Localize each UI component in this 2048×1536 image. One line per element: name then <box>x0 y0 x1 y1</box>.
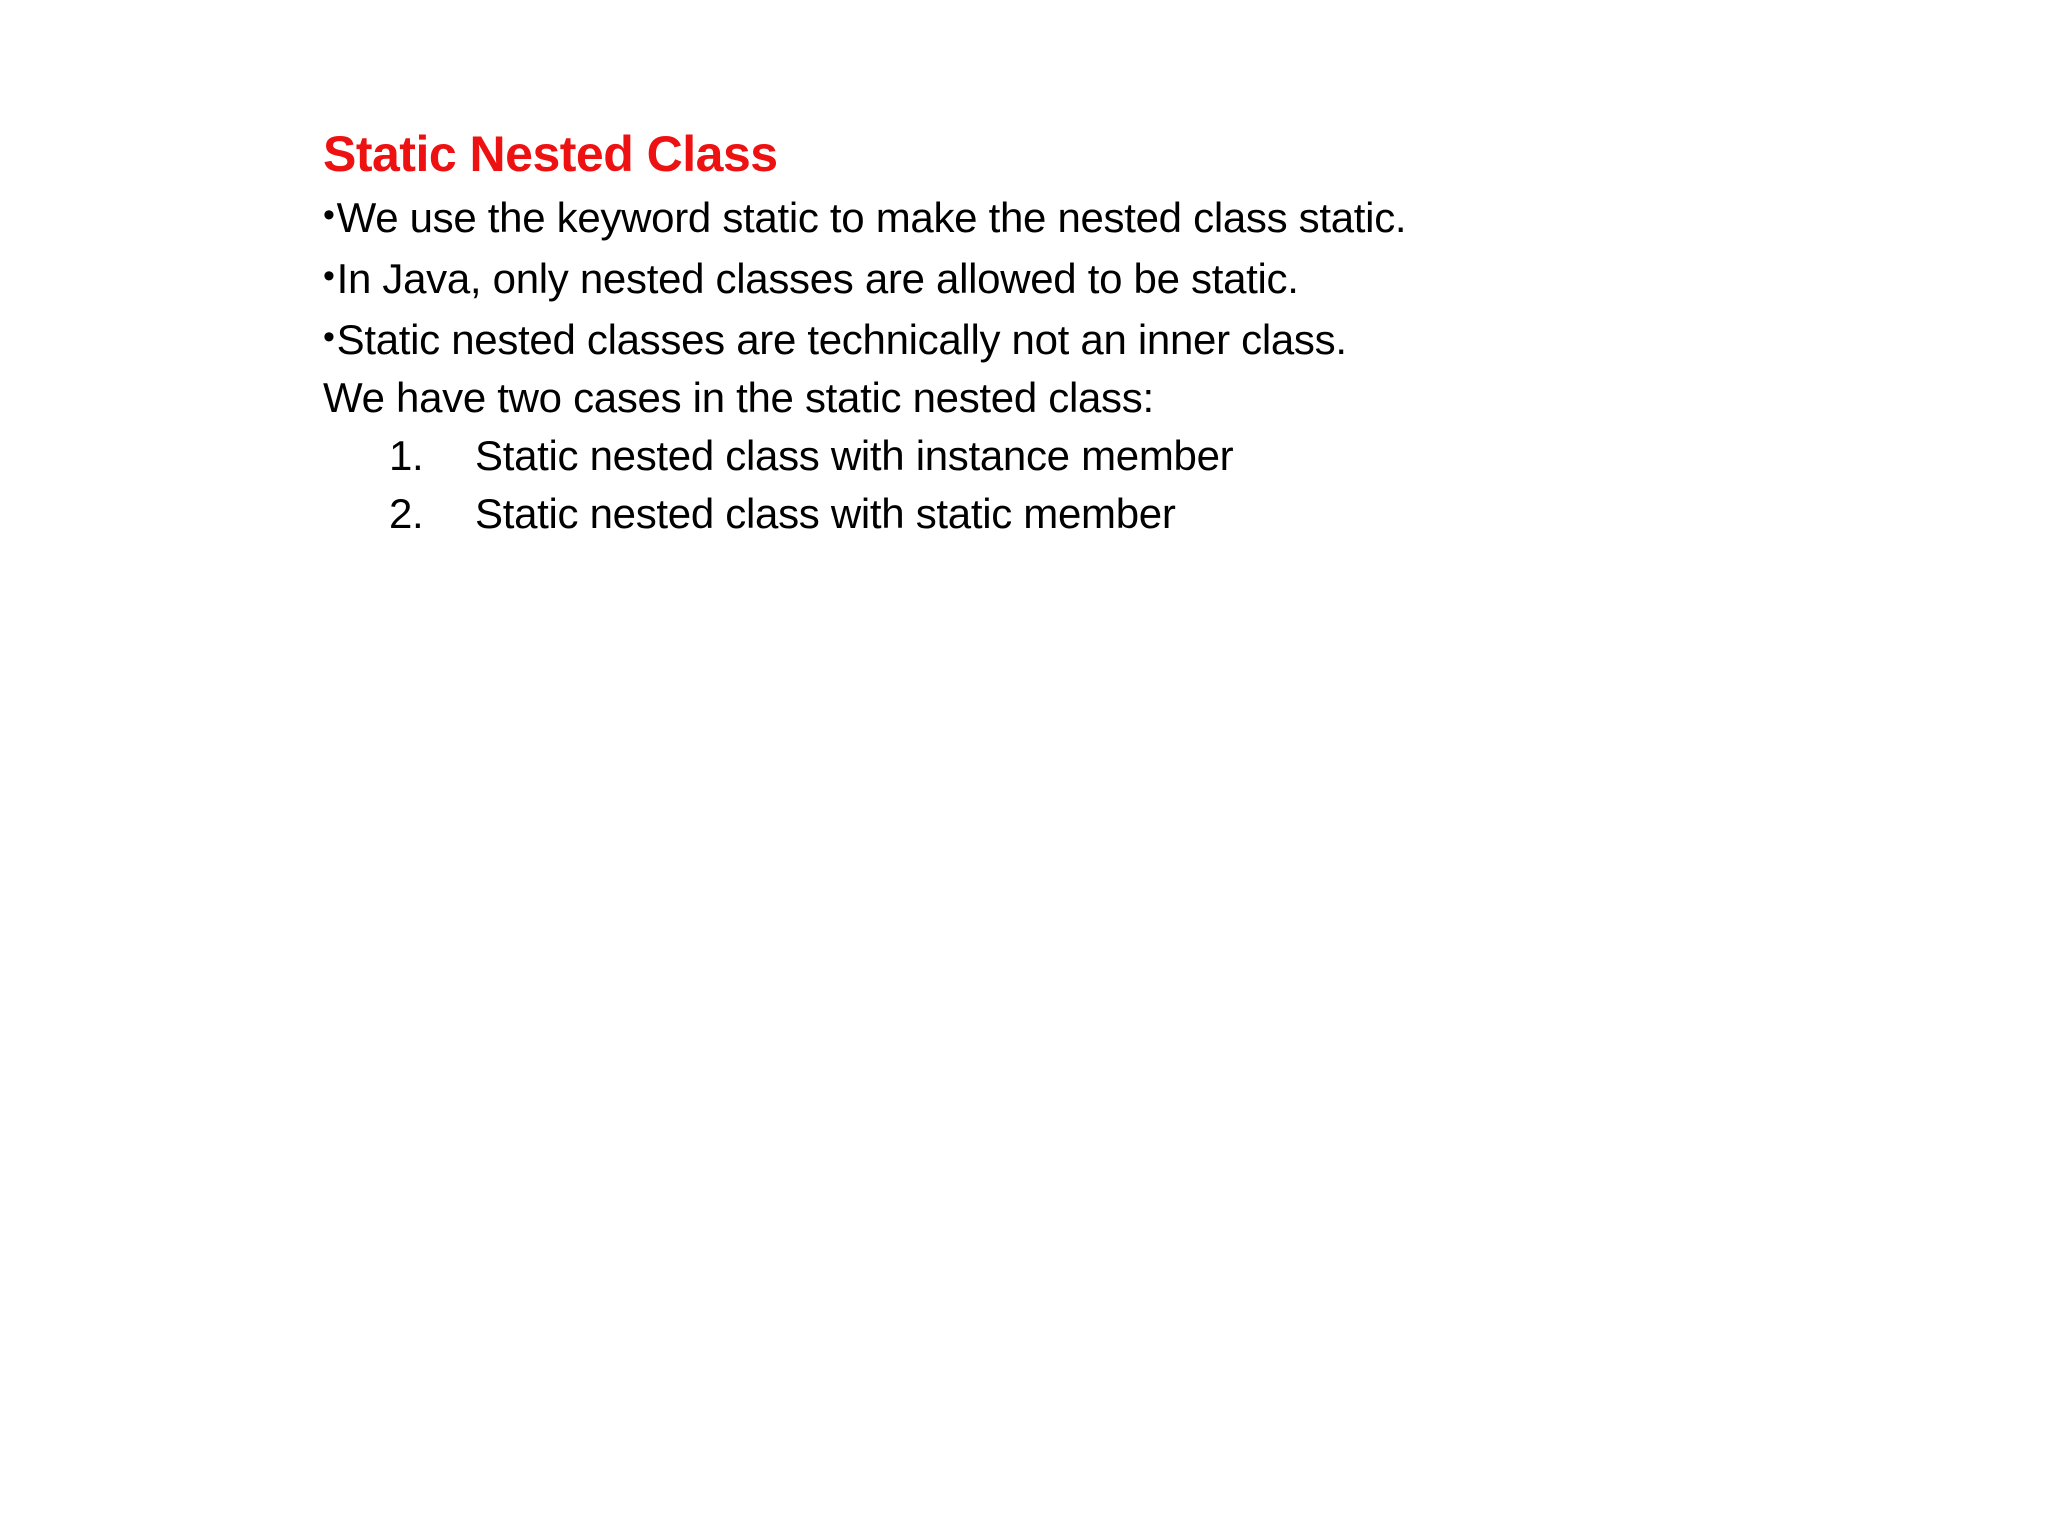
numbered-list <box>323 427 1923 543</box>
item-text: Static nested class with static member <box>475 490 1176 537</box>
bullet-text: Static nested classes are technically not an inner class. <box>336 316 1347 363</box>
bullet-text: In Java, only nested classes are allowed to be static. <box>336 255 1299 302</box>
bullet-dot-icon: • <box>323 257 335 295</box>
item-text: Static nested class with instance member <box>475 432 1234 479</box>
bullet-text: We use the keyword static to make the nested class static. <box>336 194 1407 241</box>
bullet-item <box>323 308 1923 369</box>
item-number: 2. <box>389 490 424 537</box>
bullet-dot-icon: • <box>323 196 335 234</box>
bullet-item <box>323 247 1923 308</box>
item-number: 1. <box>389 432 424 479</box>
bullet-dot-icon: • <box>323 318 335 356</box>
numbered-item <box>323 485 1923 543</box>
slide-title: Static Nested Class <box>323 126 778 182</box>
slide-content <box>323 122 1923 543</box>
bullet-item <box>323 186 1923 247</box>
numbered-item <box>323 427 1923 485</box>
intro-text: We have two cases in the static nested class: <box>323 374 1154 421</box>
